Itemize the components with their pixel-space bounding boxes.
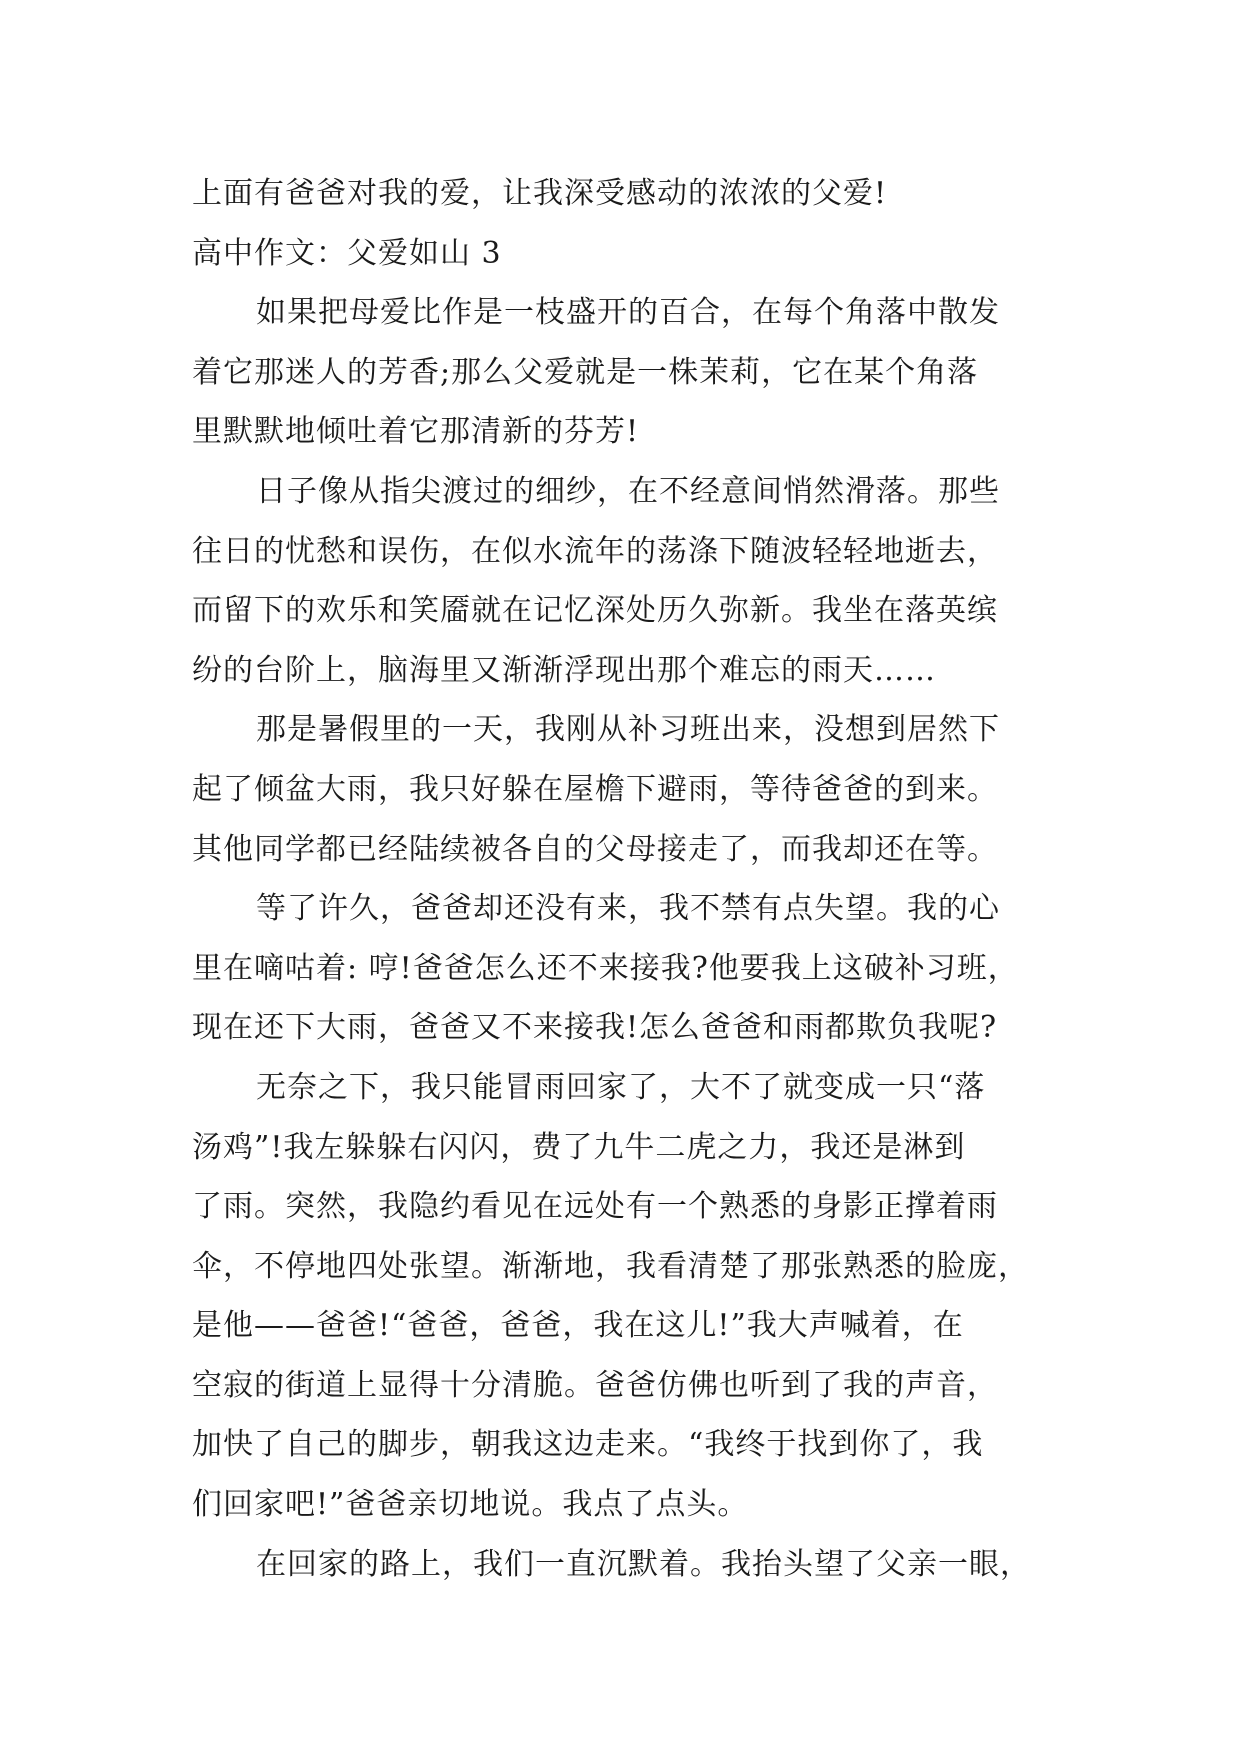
paragraph-first-line: 等了许久，爸爸却还没有来，我不禁有点失望。我的心 bbox=[256, 891, 1000, 927]
text-line: 伞，不停地四处张望。渐渐地，我看清楚了那张熟悉的脸庞， bbox=[192, 1248, 1029, 1284]
text-line: 起了倾盆大雨，我只好躲在屋檐下避雨，等待爸爸的到来。 bbox=[192, 771, 998, 807]
text-line: 空寂的街道上显得十分清脆。爸爸仿佛也听到了我的声音， bbox=[192, 1367, 998, 1403]
text-line: 着它那迷人的芳香;那么父爱就是一株茉莉，它在某个角落 bbox=[192, 354, 979, 390]
text-line: 是他——爸爸!“爸爸，爸爸，我在这儿!”我大声喊着，在 bbox=[192, 1308, 964, 1344]
text-line: 而留下的欢乐和笑靥就在记忆深处历久弥新。我坐在落英缤 bbox=[192, 593, 998, 629]
text-line: 纷的台阶上，脑海里又渐渐浮现出那个难忘的雨天…… bbox=[192, 652, 936, 688]
essay-body bbox=[192, 164, 1064, 1594]
paragraph-first-line: 在回家的路上，我们一直沉默着。我抬头望了父亲一眼， bbox=[256, 1546, 1031, 1582]
text-line: 们回家吧!”爸爸亲切地说。我点了点头。 bbox=[192, 1487, 749, 1523]
text-line: 加快了自己的脚步，朝我这边走来。“我终于找到你了，我 bbox=[192, 1427, 984, 1463]
text-line: 里默默地倾吐着它那清新的芬芳! bbox=[192, 414, 640, 450]
paragraph-first-line: 日子像从指尖渡过的细纱，在不经意间悄然滑落。那些 bbox=[256, 473, 1000, 509]
text-line: 了雨。突然，我隐约看见在远处有一个熟悉的身影正撑着雨 bbox=[192, 1189, 998, 1225]
text-line: 现在还下大雨，爸爸又不来接我!怎么爸爸和雨都欺负我呢? bbox=[192, 1010, 998, 1046]
paragraph-first-line: 无奈之下，我只能冒雨回家了，大不了就变成一只“落 bbox=[256, 1069, 986, 1105]
text-line: 上面有爸爸对我的爱，让我深受感动的浓浓的父爱! bbox=[192, 176, 888, 211]
text-line: 汤鸡”!我左躲躲右闪闪，费了九牛二虎之力，我还是淋到 bbox=[192, 1129, 966, 1165]
text-line: 其他同学都已经陆续被各自的父母接走了，而我却还在等。 bbox=[192, 831, 998, 867]
text-line: 往日的忧愁和误伤，在似水流年的荡涤下随波轻轻地逝去， bbox=[192, 533, 998, 569]
paragraph-first-line: 如果把母爱比作是一枝盛开的百合，在每个角落中散发 bbox=[256, 295, 1000, 331]
essay-title: 高中作文：父爱如山 3 bbox=[192, 235, 502, 271]
paragraph-first-line: 那是暑假里的一天，我刚从补习班出来，没想到居然下 bbox=[256, 712, 1000, 748]
text-line: 里在嘀咕着: 哼!爸爸怎么还不来接我?他要我上这破补习班， bbox=[192, 950, 1019, 986]
